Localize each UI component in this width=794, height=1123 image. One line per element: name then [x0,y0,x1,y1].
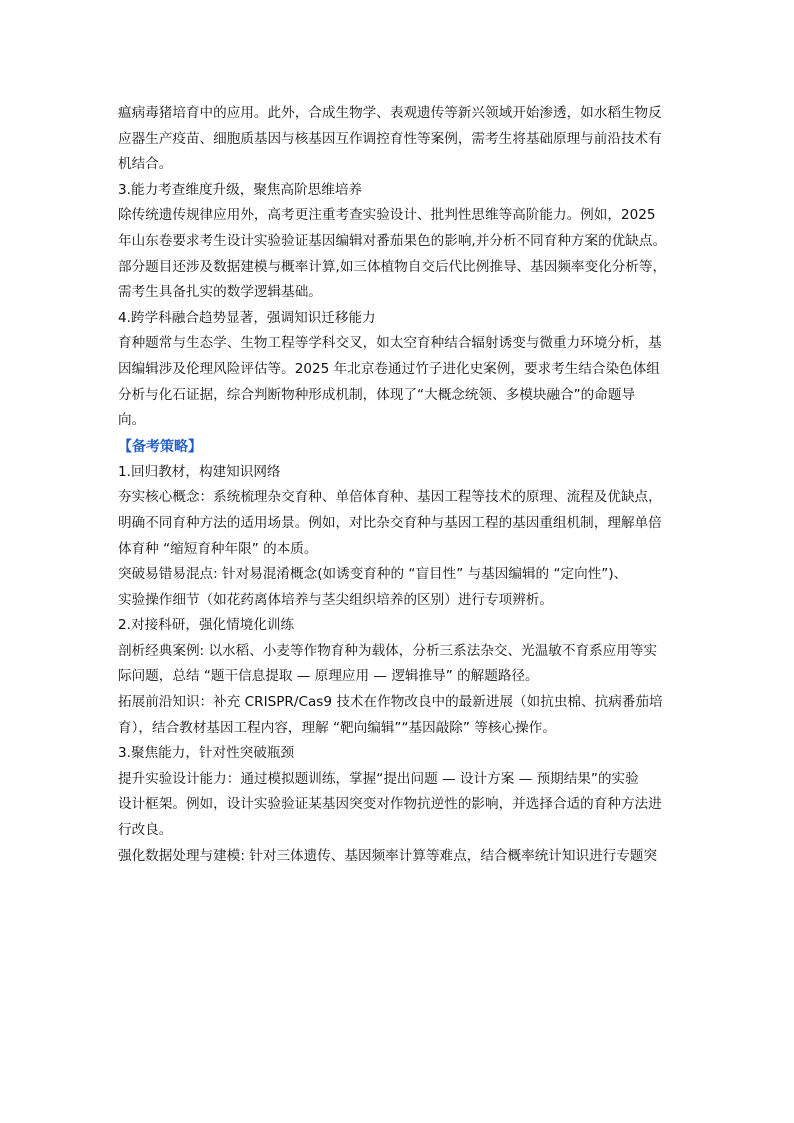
body-line: 剖析经典案例: 以水稻、小麦等作物育种为载体，分析三系法杂交、光温敏不育系应用等实 [118,642,658,659]
section-heading-strategy: 【备考策略】 [118,438,202,455]
body-line: 拓展前沿知识：补充 CRISPR/Cas9 技术在作物改良中的最新进展（如抗虫棉、抗病番茄培 [118,694,663,711]
body-line: 因编辑涉及伦理风险评估等。2025 年北京卷通过竹子进化史案例，要求考生结合染色体组 [118,360,660,377]
body-line: 行改良。 [118,822,173,839]
body-line: 瘟病毒猪培育中的应用。此外，合成生物学、表观遗传等新兴领域开始渗透，如水稻生物反 [118,105,662,121]
body-line: 体育种 “缩短育种年限” 的本质。 [118,540,318,557]
body-line: 部分题目还涉及数据建模与概率计算,如三体植物自交后代比例推导、基因频率变化分析等， [118,258,667,275]
body-line: 强化数据处理与建模: 针对三体遗传、基因频率计算等难点，结合概率统计知识进行专题突 [118,847,658,864]
body-line: 除传统遗传规律应用外，高考更注重考查实验设计、批判性思维等高阶能力。例如，2025 [118,207,656,224]
body-line: 际问题，总结 “题干信息提取 — 原理应用 — 逻辑推导” 的解题路径。 [118,668,539,685]
body-line: 机结合。 [118,156,173,173]
body-line: 年山东卷要求考生设计实验验证基因编辑对番茄果色的影响,并分析不同育种方案的优缺点。 [118,232,667,249]
body-line: 育种题常与生态学、生物工程等学科交叉，如太空育种结合辐射诱变与微重力环境分析，基 [118,335,662,352]
subheading-textbook: 1.回归教材，构建知识网络 [118,463,281,480]
subheading-abilities: 3.聚焦能力，针对性突破瓶颈 [118,745,295,762]
subheading-research: 2.对接科研，强化情境化训练 [118,617,295,634]
body-line: 育），结合教材基因工程内容，理解 “靶向编辑”“基因敲除” 等核心操作。 [118,719,556,736]
subheading-ability: 3.能力考查维度升级，聚焦高阶思维培养 [118,181,363,198]
body-line: 实验操作细节（如花药离体培养与茎尖组织培养的区别）进行专项辨析。 [118,591,553,608]
body-line: 向。 [118,412,146,429]
body-line: 分析与化石证据，综合判断物种形成机制，体现了“大概念统领、多模块融合”的命题导 [118,386,636,403]
body-line: 夯实核心概念：系统梳理杂交育种、单倍体育种、基因工程等技术的原理、流程及优缺点， [118,489,662,506]
body-line: 提升实验设计能力：通过模拟题训练，掌握“提出问题 — 设计方案 — 预期结果”的实验 [118,770,639,787]
body-line: 突破易错易混点: 针对易混淆概念(如诱变育种的 “盲目性” 与基因编辑的 “定向性”)、 [118,566,628,583]
subheading-interdisciplinary: 4.跨学科融合趋势显著，强调知识迁移能力 [118,309,376,326]
body-line: 设计框架。例如，设计实验验证某基因突变对作物抗逆性的影响，并选择合适的育种方法进 [118,796,662,813]
body-line: 明确不同育种方法的适用场景。例如，对比杂交育种与基因工程的基因重组机制，理解单倍 [118,514,662,531]
body-line: 需考生具备扎实的数学逻辑基础。 [118,284,322,301]
document-body [118,101,688,869]
body-line: 应器生产疫苗、细胞质基因与核基因互作调控育性等案例，需考生将基础原理与前沿技术有 [118,130,662,147]
